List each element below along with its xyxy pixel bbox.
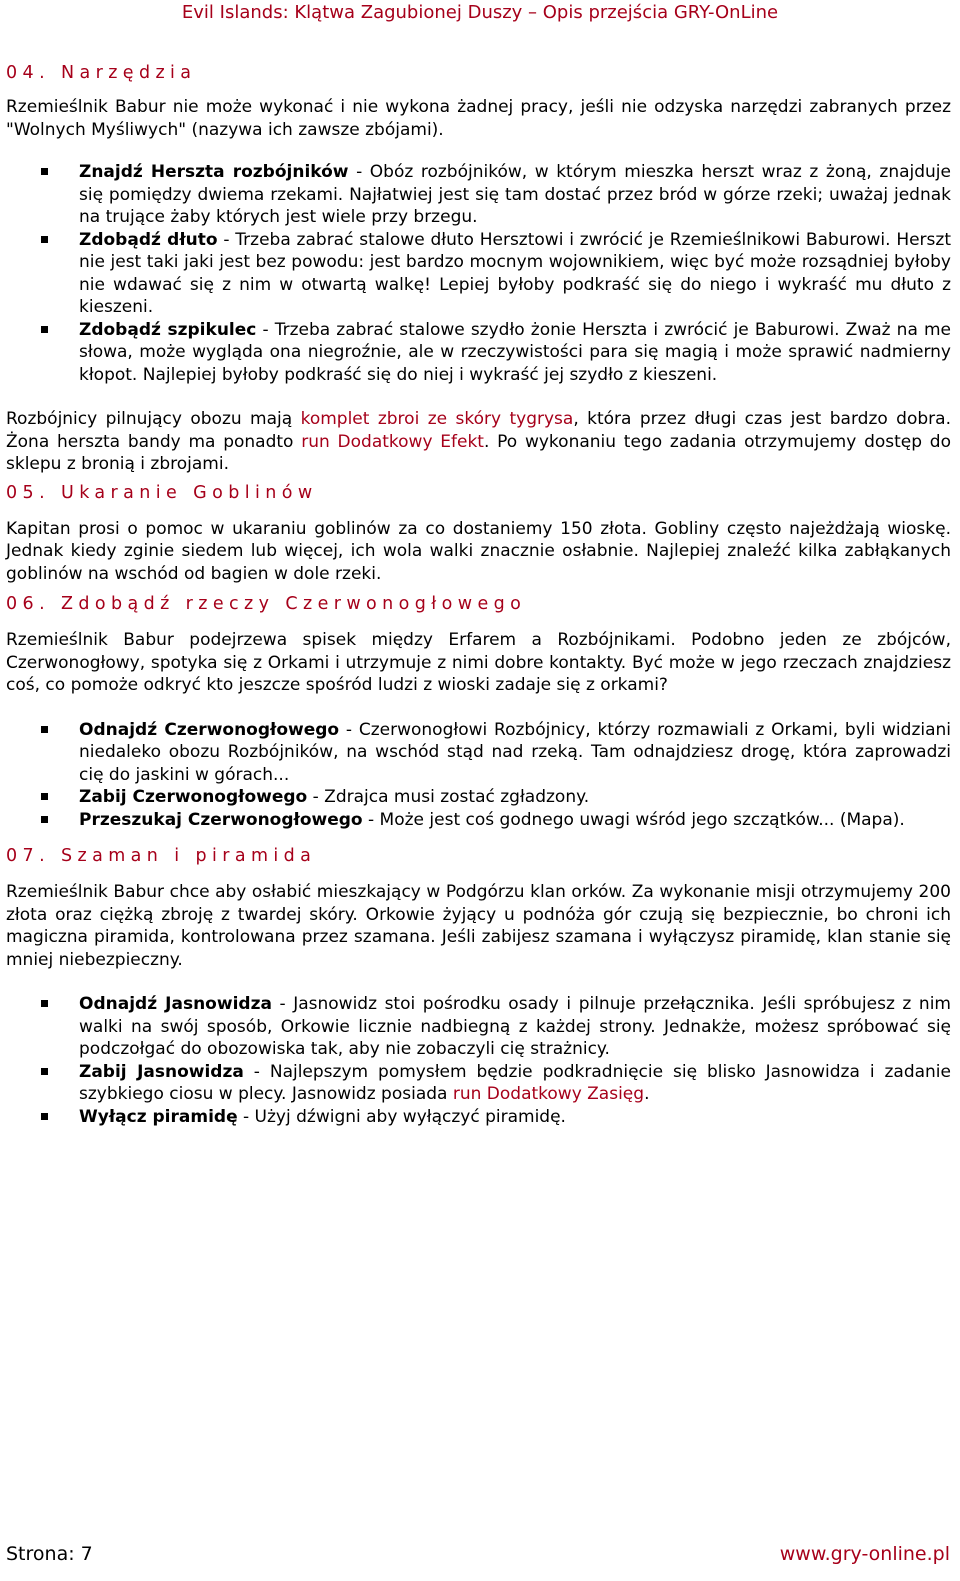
bullet-title: Zabij Jasnowidza <box>79 1061 244 1082</box>
section-heading-05: 05. Ukaranie Goblinów <box>6 482 318 503</box>
section-heading-04: 04. Narzędzia <box>6 63 197 83</box>
section-04-list <box>6 161 951 386</box>
item-link-tiger-armor[interactable]: komplet zbroi ze skóry tygrysa <box>300 409 574 429</box>
bullet-title: Odnajdź Jasnowidza <box>79 994 272 1014</box>
section-06-list <box>6 719 951 832</box>
bullet-text-end: . <box>644 1084 650 1104</box>
bullet-title: Zdobądź szpikulec <box>79 319 257 340</box>
list-item <box>79 993 951 1061</box>
site-link[interactable]: www.gry-online.pl <box>779 1543 950 1565</box>
bullet-title: Odnajdź Czerwonogłowego <box>79 719 340 740</box>
bullet-text: - Czerwonogłowi Rozbójnicy, którzy rozmawiali z Orkami, byli widziani niedaleko obozu Rozbójników, na wschód stąd nad rzeką. Tam odnajdziesz drogę, która zaprowadzi cię do jaskini w górach... <box>79 719 952 785</box>
document-body <box>6 58 951 1128</box>
bullet-title: Przeszukaj Czerwonogłowego <box>79 809 363 830</box>
list-item <box>79 1061 951 1106</box>
item-link-rune-extra-range[interactable]: run Dodatkowy Zasięg <box>452 1084 645 1104</box>
bullet-text: - Trzeba zabrać stalowe szydło żonie Herszta i zwrócić je Baburowi. Zważ na me słowa, może wygląda ona niegroźnie, ale w rzeczywistości para się magią i może sprawić nadmierny kłopot. Najlepiej byłoby podkraść się do niej i wykraść jej szydło z kieszeni. <box>79 319 951 385</box>
list-item <box>79 809 951 832</box>
bullet-text: - Najlepszym pomysłem będzie podkradnięcie się blisko Jasnowidza i zadanie szybkiego ciosu w plecy. Jasnowidz posiada <box>79 1061 951 1104</box>
bullet-title: Zdobądź dłuto <box>79 229 218 250</box>
section-07-list <box>6 993 951 1128</box>
list-item <box>79 786 951 809</box>
bullet-title: Zabij Czerwonogłowego <box>79 787 308 807</box>
section-04-outro <box>6 408 951 476</box>
section-heading-06: 06. Zdobądź rzeczy Czerwonogłowego <box>6 594 527 614</box>
section-heading-07: 07. Szaman i piramida <box>6 846 317 866</box>
section-05-text: Kapitan prosi o pomoc w ukaraniu goblinów za co dostaniemy 150 złota. Gobliny często najeżdżają wioskę. Jednak kiedy zginie siedem lub więcej, ich wola walki znacznie osłabnie. Najlepiej znaleźć kilka zabłąkanych goblinów na wschód od bagien w dole rzeki. <box>6 518 951 584</box>
list-item <box>79 229 951 319</box>
list-item <box>79 1106 951 1129</box>
bullet-title: Znajdź Herszta rozbójników <box>79 162 349 182</box>
list-item <box>79 719 951 787</box>
bullet-text: - Trzeba zabrać stalowe dłuto Hersztowi i zwrócić je Rzemieślnikowi Baburowi. Herszt nie jest taki jaki jest bez powodu: jest bardzo mocnym wojownikiem, więc być może rozsądniej byłoby nie wdawać się z nim w otwartą walkę! Lepiej byłoby podkraść się do niego i wykraść mu dłuto z kieszeni. <box>79 229 951 317</box>
page-header: Evil Islands: Klątwa Zagubionej Duszy – Opis przejścia GRY-OnLine <box>181 2 779 23</box>
bullet-title: Wyłącz piramidę <box>79 1106 238 1127</box>
list-item <box>79 161 951 229</box>
section-07-intro: Rzemieślnik Babur chce aby osłabić mieszkający w Podgórzu klan orków. Za wykonanie misji otrzymujemy 200 złota oraz ciężką zbroję z twardej skóry. Orkowie żyjący u podnóża gór czują się bezpiecznie, bo chroni ich magiczna piramida, kontrolowana przez szamana. Jeśli zabijesz szamana i wyłączysz piramidę, klan stanie się mniej niebezpieczny. <box>6 882 951 970</box>
outro-text: , która przez długi czas jest bardzo dobra. Żona herszta bandy ma ponadto <box>6 409 951 452</box>
bullet-text: - Obóz rozbójników, w którym mieszka herszt wraz z żoną, znajduje się pomiędzy dwiema rzekami. Najłatwiej jest się tam dostać przez bród w górze rzeki; uważaj jednak na trujące żaby których jest wiele przy brzegu. <box>79 162 951 227</box>
bullet-text: - Może jest coś godnego uwagi wśród jego szczątków... (Mapa). <box>362 809 905 830</box>
page-number: Strona: 7 <box>6 1543 93 1565</box>
bullet-text: - Użyj dźwigni aby wyłączyć piramidę. <box>237 1106 566 1127</box>
outro-text: Rozbójnicy pilnujący obozu mają <box>6 409 301 429</box>
bullet-text: - Zdrajca musi zostać zgładzony. <box>307 787 590 807</box>
section-06-intro: Rzemieślnik Babur podejrzewa spisek między Erfarem a Rozbójnikami. Podobno jeden ze zbójców, Czerwonogłowy, spotyka się z Orkami i utrzymuje z nimi dobre kontakty. Być może w jego rzeczach znajdziesz coś, co pomoże odkryć kto jeszcze spośród ludzi z wioski zadaje się z orkami? <box>6 630 951 695</box>
outro-text: . Po wykonaniu tego zadania otrzymujemy dostęp do sklepu z bronią i zbrojami. <box>6 431 951 474</box>
item-link-rune-extra-effect[interactable]: run Dodatkowy Efekt <box>301 431 484 452</box>
bullet-text: - Jasnowidz stoi pośrodku osady i pilnuje przełącznika. Jeśli spróbujesz z nim walki na swój sposób, Orkowie licznie nadbiegną z każdej strony. Jednakże, możesz spróbować się podczołgać do obozowiska tak, aby nie zobaczyli cię strażnicy. <box>79 994 951 1059</box>
section-04-intro: Rzemieślnik Babur nie może wykonać i nie wykona żadnej pracy, jeśli nie odzyska narzędzi zabranych przez "Wolnych Myśliwych" (nazywa ich zawsze zbójami). <box>6 97 951 140</box>
page-footer <box>6 1541 950 1567</box>
list-item <box>79 319 951 387</box>
